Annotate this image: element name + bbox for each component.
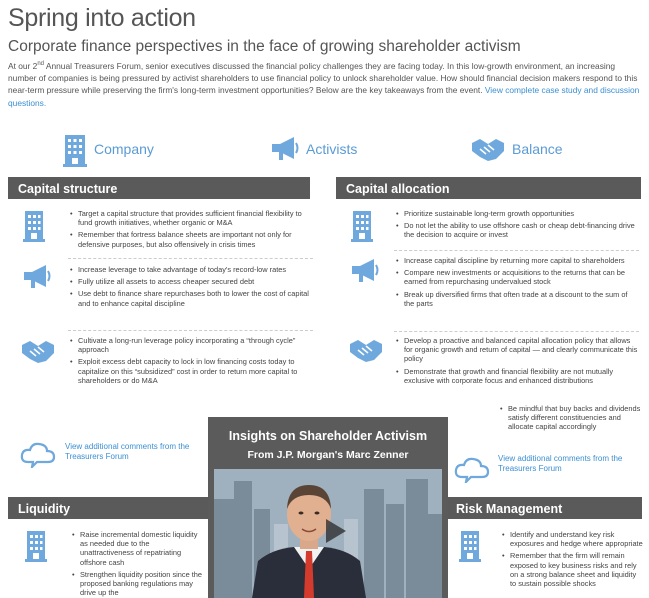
video-frame[interactable]: [214, 469, 442, 598]
list-item: • Do not let the ability to use offshore cash or cheap debt-financing drive the decision to acquire or invest: [394, 221, 639, 239]
list-item: • Strengthen liquidity position since the proposed banking regulations may drive up the: [70, 570, 205, 598]
list-item: • Develop a proactive and balanced capital allocation policy that allows for organic growth and return of capital — and clearly communicate this policy: [394, 336, 639, 364]
list-item: • Prioritize sustainable long-term growth opportunities: [394, 209, 639, 218]
video-title: Insights on Shareholder Activism: [228, 429, 428, 443]
category-balance: [470, 129, 563, 169]
risk-management-company-list: [500, 530, 643, 591]
capital-structure-company-list: [68, 209, 313, 252]
list-item: • Compare new investments or acquisitions to the returns that can be earned from repurchasing undervalued stock: [394, 268, 639, 286]
list-item: • Be mindful that buy backs and dividends satisfy different constituencies and allocate capital accordingly: [498, 404, 643, 432]
megaphone-icon: [348, 256, 380, 286]
video-panel[interactable]: [208, 417, 448, 598]
handshake-icon: [348, 336, 384, 364]
intro-sup: nd: [37, 61, 45, 67]
cloud-icon: [454, 455, 490, 483]
risk-management-header: Risk Management: [446, 497, 642, 519]
divider: [68, 330, 313, 331]
capital-structure-comments-link[interactable]: View additional comments from the Treasurers Forum: [65, 442, 190, 461]
building-icon: [62, 131, 88, 167]
capital-structure-activists-list: [68, 265, 313, 311]
handshake-icon: [470, 135, 506, 163]
capital-allocation-company-list: [394, 209, 639, 243]
page-title: Spring into action: [8, 4, 196, 32]
capital-allocation-header: Capital allocation: [336, 177, 641, 199]
list-item: • Raise incremental domestic liquidity as needed due to the unattractiveness of repatriating offshore cash: [70, 530, 205, 567]
category-activists: [268, 129, 357, 169]
intro-paragraph: [8, 58, 644, 109]
category-company: [62, 129, 154, 169]
list-item: • Use debt to finance share repurchases both to lower the cost of capital and to enhance capital discipline: [68, 289, 313, 307]
liquidity-header: Liquidity: [8, 497, 208, 519]
capital-allocation-balance-list: [394, 336, 639, 388]
list-item: • Target a capital structure that provides sufficient financial flexibility to fund growth initiatives, whether organic or M&A: [68, 209, 313, 227]
divider: [394, 331, 639, 332]
intro-text-2: Annual Treasurers Forum, senior executives discussed the financial policy challenges they are facing today. In this low-growth environment, an increasing number of companies is being pressured by activist shareholders to use financial policy to unlock shareholder value. How should financial decision makers respond to this near-term pressure while preserving the firm's long-term investment opportunities? Below are the key takeaways from the event.: [8, 60, 638, 96]
list-item: • Remember that fortress balance sheets are important not only for defensive purposes, but also offensively in crisis times: [68, 230, 313, 248]
capital-structure-balance-list: [68, 336, 313, 388]
handshake-icon: [20, 337, 56, 365]
divider: [394, 250, 639, 251]
list-item: • Exploit excess debt capacity to lock in low financing costs today to capitalize on this “subsidized” cost in order to return more capital to shareholders or do M&A: [68, 357, 313, 385]
building-icon: [22, 208, 46, 242]
list-item: • Demonstrate that growth and financial flexibility are not mutually exclusive with corporate focus and enhanced distributions: [394, 367, 639, 385]
play-icon[interactable]: [326, 519, 346, 543]
capital-structure-header: Capital structure: [8, 177, 310, 199]
page-subtitle: Corporate finance perspectives in the face of growing shareholder activism: [8, 38, 521, 55]
category-label: Activists: [306, 141, 358, 157]
list-item: • Break up diversified firms that often trade at a discount to the sum of the parts: [394, 290, 639, 308]
list-item: • Increase capital discipline by returning more capital to shareholders: [394, 256, 639, 265]
list-item: • Fully utilize all assets to access cheaper secured debt: [68, 277, 313, 286]
list-item: • Remember that the firm will remain exposed to key business risks and rely on a strong balance sheet and liquidity to sustain possible shocks: [500, 551, 643, 588]
capital-allocation-comments-link[interactable]: View additional comments from the Treasurers Forum: [498, 454, 623, 473]
category-label: Company: [94, 141, 154, 157]
case-study-link[interactable]: View complete case study and discussion questions.: [8, 85, 640, 108]
divider: [68, 258, 313, 259]
building-icon: [24, 528, 48, 562]
building-icon: [458, 528, 482, 562]
capital-allocation-balance-extra-list: [498, 404, 643, 435]
liquidity-company-list: [70, 530, 205, 598]
list-item: • Cultivate a long-run leverage policy incorporating a “through cycle” approach: [68, 336, 313, 354]
category-label: Balance: [512, 141, 563, 157]
list-item: • Increase leverage to take advantage of today's record-low rates: [68, 265, 313, 274]
megaphone-icon: [268, 134, 300, 164]
intro-text-1: At our 2: [8, 60, 38, 71]
video-subtitle: From J.P. Morgan's Marc Zenner: [247, 449, 409, 461]
cloud-icon: [20, 440, 56, 468]
building-icon: [350, 208, 374, 242]
list-item: • Identify and understand key risk exposures and hedge where appropriate: [500, 530, 643, 548]
capital-allocation-activists-list: [394, 256, 639, 311]
megaphone-icon: [20, 262, 52, 292]
